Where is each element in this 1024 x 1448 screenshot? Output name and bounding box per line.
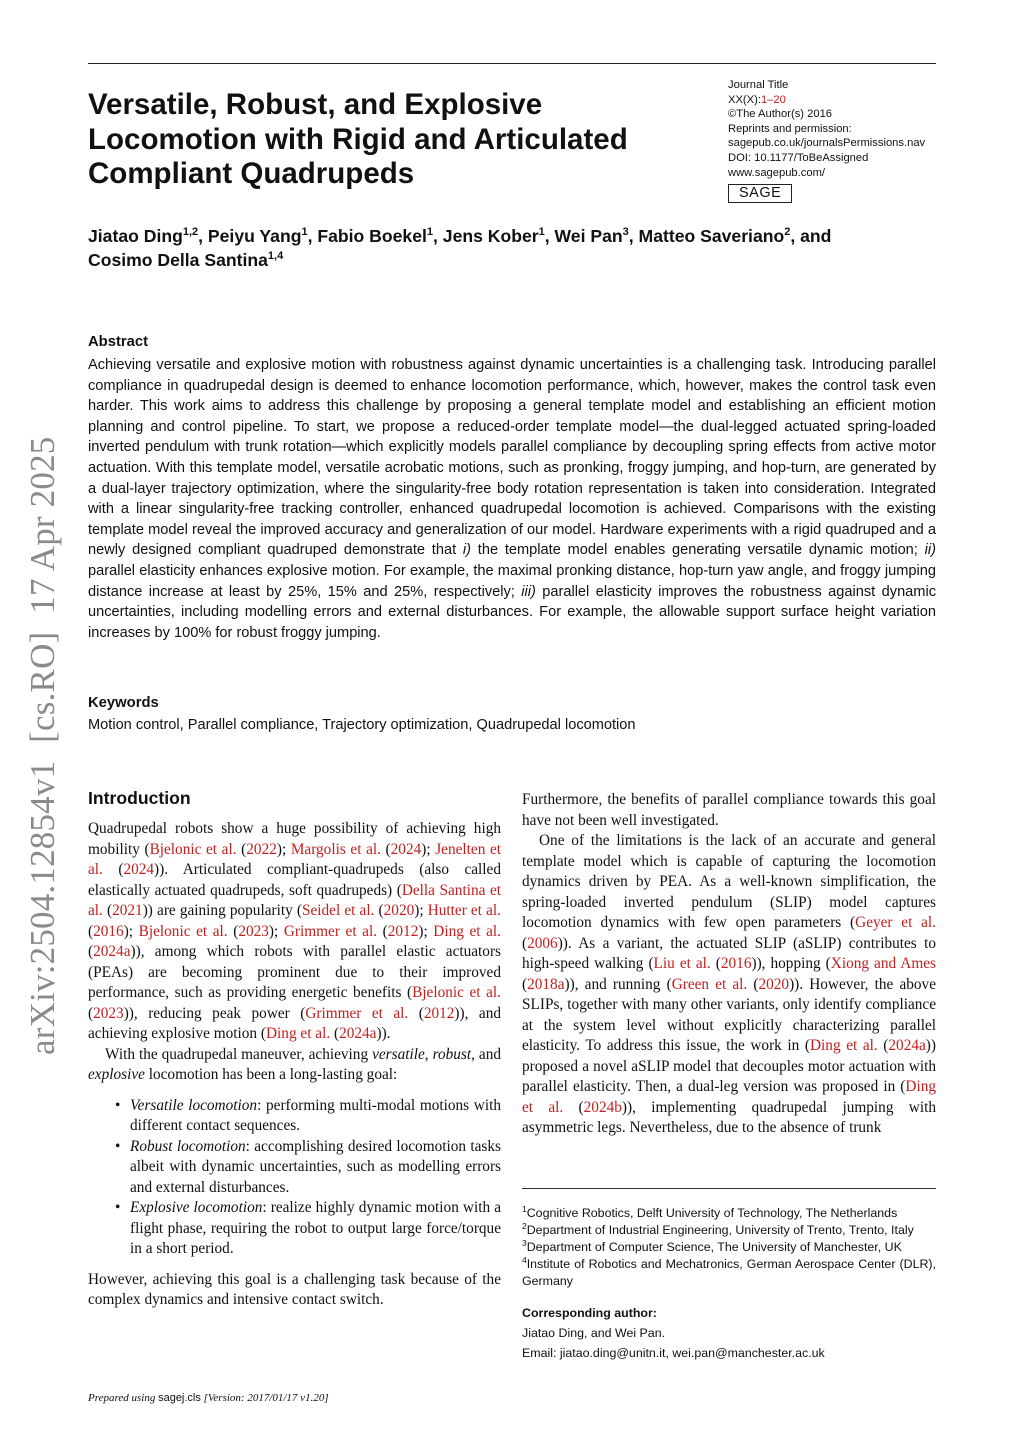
journal-volume: XX(X):1–20	[728, 93, 786, 106]
right-column	[522, 790, 936, 1139]
copyright: ©The Author(s) 2016	[728, 108, 833, 121]
footnote-rule	[522, 1188, 936, 1189]
citation-link[interactable]: Seidel et al.	[301, 902, 375, 919]
citation-link[interactable]: Liu et al.	[653, 955, 711, 972]
footnote: $^1$Cognitive Robotics, Delft University of Technology, The Netherlands	[522, 1204, 898, 1220]
bullet-icon: •	[115, 1096, 121, 1114]
author-affiliation: 2	[784, 226, 791, 238]
title-line: Versatile, Robust, and Explosive	[88, 88, 543, 121]
citation-link[interactable]: Ding et al.	[266, 1025, 331, 1042]
footnote: $^2$Department of Industrial Engineering, University of Trento, Trento, Italy	[522, 1221, 914, 1237]
title-line: Locomotion with Rigid and Articulated	[88, 122, 628, 156]
author: Fabio Boekel	[317, 226, 427, 246]
citation-year-link[interactable]: 2012	[423, 1004, 455, 1022]
author: Matteo Saveriano	[638, 226, 785, 246]
corresponding-email[interactable]: Email: jiatao.ding@unitn.it, wei.pan@manchester.ac.uk	[522, 1346, 825, 1360]
corresponding-names: Jiatao Ding, and Wei Pan.	[522, 1326, 666, 1340]
permissions-url[interactable]: sagepub.co.uk/journalsPermissions.nav	[728, 137, 926, 150]
list-item: • Robust locomotion: accomplishing desired locomotion tasks albeit with dynamic uncertainties, such as modelling errors and external disturbances.	[115, 1137, 501, 1196]
footnote: $^3$Department of Computer Science, The University of Manchester, UK	[522, 1238, 902, 1254]
list-item: • Explosive locomotion: realize highly dynamic motion with a flight phase, requiring the robot to output large force/torque in a short period.	[115, 1199, 501, 1257]
citation-link[interactable]: Bjelonic et al.	[138, 922, 228, 940]
citation-year-link[interactable]: 2012	[387, 922, 419, 940]
footnote: $^4$Institute of Robotics and Mechatronics, German Aerospace Center (DLR), Germany	[522, 1255, 936, 1288]
citation-year-link[interactable]: 2006	[527, 934, 558, 952]
author-affiliation: 1	[426, 226, 433, 238]
citation-link[interactable]: Ding et al.	[522, 1078, 936, 1116]
author-affiliation: 1,4	[267, 250, 284, 262]
citation-year-link[interactable]: 2024b	[583, 1098, 622, 1116]
citation-year-link[interactable]: 2024a	[888, 1037, 926, 1054]
citation-year-link[interactable]: 2022	[246, 840, 277, 858]
intro-paragraph-5: One of the limitations is the lack of an accurate and general template model which is capable of capturing the locomotion dynamics driven by PEA. As a well-known simplification, the spring-loaded inverted pendulum (SLIP) model captures locomotion dynamics with few open parameters (Geyer et al. (2006)). As a variant, the actuated SLIP (aSLIP) contributes to high-speed walking (Liu et al. (2016)), hopping (Xiong and Ames (2018a)), and running (Green et al. (2020)). However, the above SLIPs, together with many other variants, only identify compliance at the system level without explicitly characterizing parallel elasticity. To address this issue, the work in (Ding et al. (2024a)) proposed a novel aSLIP model that decouples motor actuation with parallel elasticity. Then, a dual-leg version was proposed in (Ding et al. (2024b)), implementing quadrupedal jumping with asymmetric legs. Nevertheless, due to the absence of trunk	[522, 832, 937, 1136]
author-affiliation: 1,2	[182, 226, 199, 238]
citation-year-link[interactable]: 2024	[390, 840, 422, 858]
intro-paragraph-1: Quadrupedal robots show a huge possibility of achieving high mobility (Bjelonic et al. (2022); Margolis et al. (2024); Jenelten et al. (2024)). Articulated compliant-quadrupeds (also called elastically actuated quadrupeds, soft quadrupeds) (Della Santina et al. (2021)) are gaining popularity (Seidel et al. (2020); Hutter et al. (2016); Bjelonic et al. (2023); Grimmer et al. (2012); Ding et al. (2024a)), among which robots with parallel elastic actuators (PEAs) are becoming prominent due to their improved performance, such as providing energetic benefits (Bjelonic et al. (2023)), reducing peak power (Grimmer et al. (2012)), and achieving explosive motion (Ding et al. (2024a)).	[88, 820, 502, 1042]
citation-year-link[interactable]: 2016	[720, 955, 752, 972]
citation-link[interactable]: Grimmer et al.	[305, 1004, 409, 1022]
intro-paragraph-2: With the quadrupedal maneuver, achieving versatile, robust, and explosive locomotion has been a long-lasting goal:	[88, 1045, 501, 1083]
title-line: Compliant Quadrupeds	[88, 157, 415, 190]
corresponding-author	[522, 1323, 825, 1363]
author: Jens Kober	[442, 226, 539, 246]
journal-info	[728, 78, 958, 203]
author-affiliation: 1	[301, 226, 308, 238]
author: Peiyu Yang	[207, 226, 302, 246]
bullet-icon: •	[115, 1137, 121, 1155]
citation-link[interactable]: Grimmer et al.	[283, 922, 378, 940]
publisher-website[interactable]: www.sagepub.com/	[728, 166, 826, 179]
author-affiliation: 1	[538, 226, 545, 238]
citation-link[interactable]: Jenelten et al.	[88, 840, 501, 878]
citation-year-link[interactable]: 2024	[123, 861, 155, 878]
citation-link[interactable]: Bjelonic et al.	[412, 984, 501, 1001]
citation-link[interactable]: Bjelonic et al.	[149, 840, 237, 858]
intro-paragraph-4: Furthermore, the benefits of parallel compliance towards this goal have not been well investigated.	[522, 791, 936, 829]
author-affiliation: 3	[622, 226, 629, 238]
citation-year-link[interactable]: 2023	[93, 1004, 124, 1022]
citation-year-link[interactable]: 2020	[758, 975, 790, 993]
citation-year-link[interactable]: 2016	[93, 922, 124, 940]
doi: DOI: 10.1177/ToBeAssigned	[728, 151, 869, 164]
author: Jiatao Ding	[88, 226, 183, 246]
keywords-heading: Keywords	[88, 695, 159, 711]
author: Cosimo Della Santina	[88, 250, 268, 270]
top-rule	[88, 63, 936, 64]
bullet-icon: •	[115, 1199, 121, 1216]
citation-year-link[interactable]: 2024a	[93, 943, 131, 960]
citation-year-link[interactable]: 2021	[112, 902, 143, 919]
sage-logo: SAGE	[728, 184, 792, 203]
citation-link[interactable]: Margolis et al.	[290, 840, 381, 858]
arxiv-stamp: arXiv:2504.12854v1 [cs.RO] 17 Apr 2025	[23, 436, 62, 1055]
page-range-link[interactable]: 1–20	[760, 93, 786, 106]
citation-year-link[interactable]: 2020	[383, 902, 415, 919]
citation-year-link[interactable]: 2018a	[527, 975, 565, 993]
citation-link[interactable]: Green et al.	[671, 975, 748, 993]
abstract-body: Achieving versatile and explosive motion with robustness against dynamic uncertainties is a challenging task. Introducing parallel compliance in quadrupedal design is deemed to enhance locomotion performance, which, however, makes the control task even harder. This work aims to address this challenge by proposing a general template model and establishing an efficient motion planning and control pipeline. To start, we propose a reduced-order template model—the dual-legged actuated spring-loaded inverted pendulum with trunk rotation—which explicitly models parallel compliance by decoupling spring effects from active motor actuation. With this template model, versatile acrobatic motions, such as pronking, froggy jumping, and hop-turn, are generated by a dual-layer trajectory optimization, where the singularity-free body rotation representation is taken into consideration. Integrated with a linear singularity-free tracking controller, enhanced quadrupedal locomotion is achieved. Comparisons with the existing template model reveal the improved accuracy and generalization of our model. Hardware experiments with a rigid quadruped and a newly designed compliant quadruped demonstrate that i) the template model enables generating versatile dynamic motion; ii) parallel elasticity enhances explosive motion. For example, the maximal pronking distance, hop-turn yaw angle, and froggy jumping distance increase at least by 25%, 15% and 25%, respectively; iii) parallel elasticity improves the robustness against dynamic uncertainties, including modelling errors and external disturbances. For example, the allowable support surface height variation increases by 100% for robust froggy jumping.	[88, 357, 936, 641]
citation-link[interactable]: Della Santina et al.	[88, 881, 502, 919]
keywords-list: Motion control, Parallel compliance, Trajectory optimization, Quadrupedal locomotion	[88, 717, 636, 733]
paper-title	[88, 88, 688, 192]
abstract-heading: Abstract	[88, 334, 149, 350]
journal-title: Journal Title	[728, 79, 789, 91]
citation-year-link[interactable]: 2023	[238, 922, 269, 940]
author-list: Jiatao Ding$^{1,2}$, Peiyu Yang$^1$, Fabio Boekel$^1$, Jens Kober$^1$, Wei Pan$^3$, Matteo Saveriano$^2$, and Cosimo Della Santina$^{1,4}$	[88, 226, 832, 270]
citation-link[interactable]: Hutter et al.	[427, 902, 501, 919]
list-item: • Versatile locomotion: performing multi-modal motions with different contact sequences.	[115, 1096, 502, 1134]
intro-paragraph-3: However, achieving this goal is a challenging task because of the complex dynamics and intensive contact switch.	[88, 1270, 501, 1308]
goal-list	[88, 1096, 501, 1260]
citation-link[interactable]: Geyer et al.	[855, 914, 937, 931]
citation-link[interactable]: Ding et al.	[810, 1037, 878, 1054]
citation-year-link[interactable]: 2024a	[339, 1025, 377, 1042]
author: Wei Pan	[554, 226, 623, 246]
corresponding-author-heading: Corresponding author:	[522, 1306, 657, 1320]
introduction-heading: Introduction	[88, 788, 191, 808]
left-column	[88, 819, 501, 1311]
prepared-using-footer: Prepared using sagej.cls [Version: 2017/01/17 v1.20]	[88, 1392, 329, 1404]
citation-link[interactable]: Ding et al.	[433, 922, 502, 940]
citation-link[interactable]: Xiong and Ames	[830, 955, 936, 972]
affiliation-footnotes	[522, 1205, 936, 1290]
reprints-label: Reprints and permission:	[728, 122, 852, 135]
